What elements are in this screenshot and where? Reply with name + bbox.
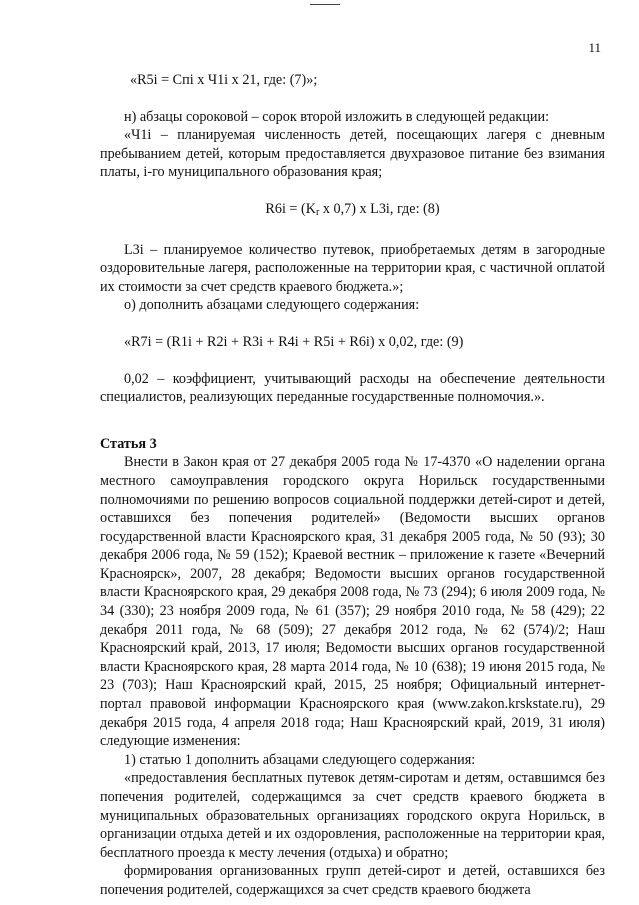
formula-r6-suffix: x 0,7) x L3i, где: (8) xyxy=(319,200,440,217)
quote-paragraph-2: формирования организованных групп детей-сирот и детей, оставшихся без попечения родителей, содержащихся за счет средств краевого бюджета xyxy=(100,863,605,898)
article-title: Статья 3 xyxy=(100,435,157,452)
formula-r6-prefix: R6i = (K xyxy=(265,200,316,217)
formula-r6 xyxy=(100,200,605,223)
definition-l3: L3i – планируемое количество путевок, приобретаемых детям в загородные оздоровительные лагеря, расположенные на территории края, с частичной оплатой их стоимости за счет средств краевого бюджета.»; xyxy=(100,241,605,295)
quote-paragraph-1: «предоставления бесплатных путевок детям-сиротам и детям, оставшимся без попечения родителей, содержащимся за счет средств краевого бюджета в муниципальных образовательных организациях городского округа Норильск, в организации отдыха детей и их оздоровления, расположенные на территории края, бесплатного проезда к месту лечения (отдыха) и обратно; xyxy=(100,770,605,861)
item-1: 1) статью 1 дополнить абзацами следующего содержания: xyxy=(124,751,476,768)
item-n: н) абзацы сороковой – сорок второй изложить в следующей редакции: xyxy=(124,108,550,125)
definition-ch1: «Ч1i – планируемая численность детей, посещающих лагеря с дневным пребыванием детей, которым предоставляется двухразовое питание без взимания платы, i-го муниципального образования края; xyxy=(100,127,605,181)
definition-coefficient: 0,02 – коэффициент, учитывающий расходы на обеспечение деятельности специалистов, реализующих переданные государственные полномочия.». xyxy=(100,370,605,406)
document-body xyxy=(100,65,605,900)
formula-r5: «R5i = Cпi x Ч1i x 21, где: (7)»; xyxy=(130,72,318,88)
article-body: Внести в Закон края от 27 декабря 2005 года № 17-4370 «О наделении органа местного самоуправления городского округа Норильск государственными полномочиями по решению вопросов социальной поддержки детей-сирот и детей, оставшихся без попечения родителей» (Ведомости высших органов государственной власти Красноярского края, 31 декабря 2005 года, № 50 (93); 30 декабря 2006 года, № 59 (152); Краевой вестник – приложение к газете «Вечерний Красноярск», 2007, 28 декабря; Ведомости высших органов государственной власти Красноярского края, 29 декабря 2008 года, № 73 (294); 6 июля 2009 года, № 34 (330); 23 ноября 2009 года, № 61 (357); 29 ноября 2010 года, № 58 (429); 22 декабря 2011 года, № 68 (509); 27 декабря 2012 года, № 62 (574)/2; Наш Красноярский край, 2013, 17 июля; Ведомости высших органов государственной власти Красноярского края, 28 марта 2014 года, № 10 (638); 19 июня 2015 года, № 23 (703); Наш Красноярский край, 2015, 25 ноября; Официальный интернет-портал правовой информации Красноярского края (www.zakon.krskstate.ru), 29 декабря 2015 года, 4 апреля 2018 года; Наш Красноярский край, 2019, 31 июля) следующие изменения: xyxy=(100,454,605,750)
formula-r7: «R7i = (R1i + R2i + R3i + R4i + R5i + R6i) x 0,02, где: (9) xyxy=(124,333,464,350)
item-o: о) дополнить абзацами следующего содержания: xyxy=(124,297,420,314)
formula-r6-subscript: r xyxy=(315,206,320,218)
page-number: 11 xyxy=(588,40,601,55)
top-rule xyxy=(310,4,340,5)
